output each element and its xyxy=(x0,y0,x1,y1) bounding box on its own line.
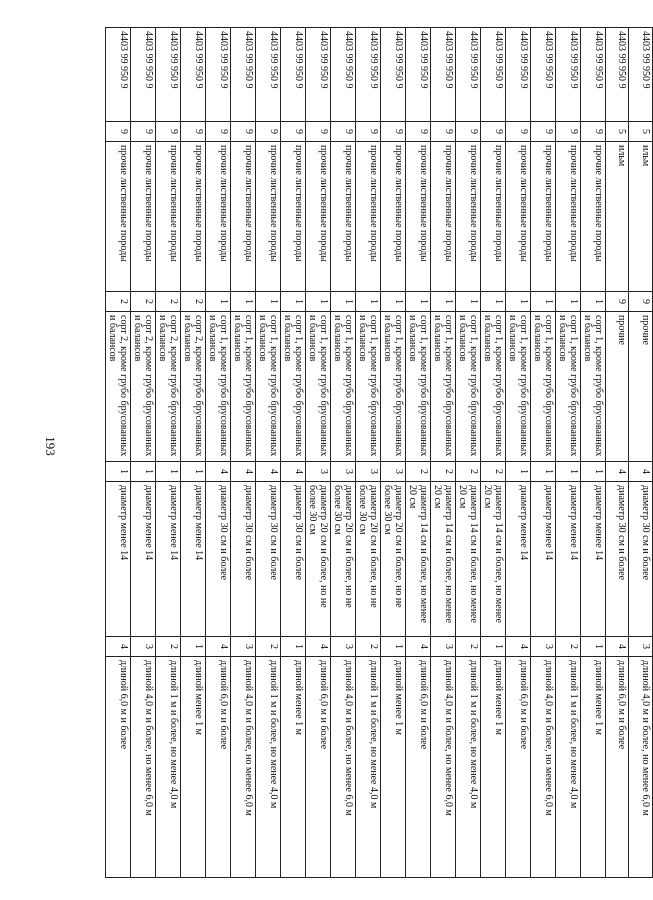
subcode-1-cell: 9 xyxy=(405,122,430,142)
subcode-2-cell: 1 xyxy=(205,292,230,312)
subcode-3-cell: 3 xyxy=(330,462,355,482)
subcode-4-cell: 1 xyxy=(280,637,305,657)
grade-cell: прочие xyxy=(629,312,653,462)
diameter-cell: диаметр менее 14 xyxy=(580,482,605,637)
subcode-1-cell: 9 xyxy=(280,122,305,142)
subcode-2-cell: 9 xyxy=(605,292,629,312)
grade-cell: сорт 1, кроме грубо брусованных и балансов xyxy=(555,312,580,462)
code-cell: 4403 99 950 9 xyxy=(380,28,405,122)
table-row xyxy=(530,28,555,878)
table-row xyxy=(280,28,305,878)
grade-cell: сорт 1, кроме грубо брусованных и балансов xyxy=(305,312,330,462)
table-row xyxy=(505,28,530,878)
species-cell: прочие лиственные породы xyxy=(305,142,330,292)
table-row xyxy=(230,28,255,878)
table-row xyxy=(155,28,180,878)
subcode-1-cell: 9 xyxy=(530,122,555,142)
subcode-1-cell: 9 xyxy=(155,122,180,142)
diameter-cell: диаметр 20 см и более, но не более 30 см xyxy=(330,482,355,637)
subcode-1-cell: 9 xyxy=(330,122,355,142)
diameter-cell: диаметр 14 см и более, но менее 20 см xyxy=(430,482,455,637)
subcode-2-cell: 1 xyxy=(280,292,305,312)
subcode-4-cell: 3 xyxy=(230,637,255,657)
grade-cell: сорт 1, кроме грубо брусованных и балансов xyxy=(380,312,405,462)
subcode-3-cell: 2 xyxy=(480,462,505,482)
subcode-1-cell: 9 xyxy=(305,122,330,142)
species-cell: ильм xyxy=(629,142,653,292)
subcode-2-cell: 1 xyxy=(230,292,255,312)
length-cell: длиной 4,0 м и более, но менее 6,0 м xyxy=(629,657,653,878)
subcode-1-cell: 5 xyxy=(629,122,653,142)
subcode-1-cell: 9 xyxy=(355,122,380,142)
subcode-3-cell: 2 xyxy=(430,462,455,482)
code-cell: 4403 99 950 9 xyxy=(555,28,580,122)
table-row xyxy=(555,28,580,878)
code-cell: 4403 99 950 9 xyxy=(105,28,130,122)
subcode-2-cell: 1 xyxy=(455,292,480,312)
subcode-4-cell: 3 xyxy=(130,637,155,657)
code-cell: 4403 99 950 9 xyxy=(330,28,355,122)
subcode-3-cell: 2 xyxy=(405,462,430,482)
grade-cell: сорт 2, кроме грубо брусованных и балансов xyxy=(130,312,155,462)
length-cell: длиной 1 м и более, но менее 4,0 м xyxy=(355,657,380,878)
grade-cell: сорт 2, кроме грубо брусованных и балансов xyxy=(155,312,180,462)
subcode-1-cell: 9 xyxy=(230,122,255,142)
table-row xyxy=(405,28,430,878)
diameter-cell: диаметр менее 14 xyxy=(555,482,580,637)
species-cell: прочие лиственные породы xyxy=(530,142,555,292)
subcode-2-cell: 1 xyxy=(305,292,330,312)
code-cell: 4403 99 950 9 xyxy=(430,28,455,122)
diameter-cell: диаметр 30 см и более xyxy=(629,482,653,637)
code-cell: 4403 99 950 9 xyxy=(480,28,505,122)
length-cell: длиной 4,0 м и более, но менее 6,0 м xyxy=(130,657,155,878)
length-cell: длиной 6,0 м и более xyxy=(205,657,230,878)
diameter-cell: диаметр 14 см и более, но менее 20 см xyxy=(480,482,505,637)
subcode-1-cell: 9 xyxy=(105,122,130,142)
species-cell: прочие лиственные породы xyxy=(205,142,230,292)
length-cell: длиной 6,0 м и более xyxy=(405,657,430,878)
diameter-cell: диаметр менее 14 xyxy=(130,482,155,637)
length-cell: длиной 4,0 м и более, но менее 6,0 м xyxy=(330,657,355,878)
length-cell: длиной менее 1 м xyxy=(380,657,405,878)
grade-cell: сорт 1, кроме грубо брусованных и балансов xyxy=(405,312,430,462)
subcode-2-cell: 9 xyxy=(629,292,653,312)
subcode-3-cell: 4 xyxy=(280,462,305,482)
subcode-2-cell: 2 xyxy=(180,292,205,312)
subcode-3-cell: 4 xyxy=(255,462,280,482)
diameter-cell: диаметр 14 см и более, но менее 20 см xyxy=(455,482,480,637)
code-cell: 4403 99 950 9 xyxy=(455,28,480,122)
subcode-4-cell: 3 xyxy=(430,637,455,657)
subcode-1-cell: 9 xyxy=(180,122,205,142)
grade-cell: прочие xyxy=(605,312,629,462)
subcode-4-cell: 4 xyxy=(405,637,430,657)
subcode-4-cell: 3 xyxy=(530,637,555,657)
species-cell: прочие лиственные породы xyxy=(155,142,180,292)
diameter-cell: диаметр 20 см и более, но не более 30 см xyxy=(305,482,330,637)
subcode-3-cell: 3 xyxy=(355,462,380,482)
table-row xyxy=(430,28,455,878)
subcode-4-cell: 2 xyxy=(455,637,480,657)
species-cell: прочие лиственные породы xyxy=(180,142,205,292)
subcode-1-cell: 9 xyxy=(455,122,480,142)
subcode-1-cell: 9 xyxy=(130,122,155,142)
subcode-1-cell: 9 xyxy=(580,122,605,142)
code-cell: 4403 99 950 9 xyxy=(280,28,305,122)
species-cell: прочие лиственные породы xyxy=(505,142,530,292)
table-row xyxy=(330,28,355,878)
species-cell: прочие лиственные породы xyxy=(280,142,305,292)
classification-table xyxy=(105,27,653,878)
subcode-2-cell: 1 xyxy=(555,292,580,312)
subcode-2-cell: 1 xyxy=(580,292,605,312)
length-cell: длиной менее 1 м xyxy=(480,657,505,878)
length-cell: длиной 6,0 м и более xyxy=(505,657,530,878)
table-row xyxy=(380,28,405,878)
subcode-4-cell: 1 xyxy=(180,637,205,657)
diameter-cell: диаметр 30 см и более xyxy=(605,482,629,637)
grade-cell: сорт 1, кроме грубо брусованных и балансов xyxy=(230,312,255,462)
species-cell: прочие лиственные породы xyxy=(105,142,130,292)
subcode-1-cell: 5 xyxy=(605,122,629,142)
species-cell: прочие лиственные породы xyxy=(455,142,480,292)
grade-cell: сорт 1, кроме грубо брусованных и балансов xyxy=(430,312,455,462)
species-cell: прочие лиственные породы xyxy=(430,142,455,292)
subcode-4-cell: 4 xyxy=(305,637,330,657)
table-row xyxy=(305,28,330,878)
code-cell: 4403 99 950 9 xyxy=(255,28,280,122)
code-cell: 4403 99 950 9 xyxy=(205,28,230,122)
code-cell: 4403 99 950 9 xyxy=(629,28,653,122)
subcode-3-cell: 1 xyxy=(530,462,555,482)
grade-cell: сорт 1, кроме грубо брусованных и балансов xyxy=(505,312,530,462)
subcode-4-cell: 4 xyxy=(105,637,130,657)
code-cell: 4403 99 950 9 xyxy=(605,28,629,122)
table-row xyxy=(255,28,280,878)
subcode-1-cell: 9 xyxy=(205,122,230,142)
subcode-3-cell: 4 xyxy=(629,462,653,482)
page-number: 193 xyxy=(42,436,58,456)
diameter-cell: диаметр менее 14 xyxy=(505,482,530,637)
table-row xyxy=(455,28,480,878)
subcode-4-cell: 1 xyxy=(380,637,405,657)
subcode-4-cell: 4 xyxy=(605,637,629,657)
table-row xyxy=(605,28,629,878)
code-cell: 4403 99 950 9 xyxy=(505,28,530,122)
length-cell: длиной менее 1 м xyxy=(280,657,305,878)
diameter-cell: диаметр менее 14 xyxy=(180,482,205,637)
subcode-4-cell: 3 xyxy=(629,637,653,657)
species-cell: прочие лиственные породы xyxy=(355,142,380,292)
subcode-2-cell: 1 xyxy=(255,292,280,312)
table-row xyxy=(580,28,605,878)
subcode-4-cell: 2 xyxy=(355,637,380,657)
subcode-3-cell: 4 xyxy=(230,462,255,482)
grade-cell: сорт 1, кроме грубо брусованных и балансов xyxy=(355,312,380,462)
species-cell: прочие лиственные породы xyxy=(330,142,355,292)
diameter-cell: диаметр 14 см и более, но менее 20 см xyxy=(405,482,430,637)
code-cell: 4403 99 950 9 xyxy=(155,28,180,122)
subcode-1-cell: 9 xyxy=(480,122,505,142)
grade-cell: сорт 1, кроме грубо брусованных и балансов xyxy=(530,312,555,462)
subcode-4-cell: 2 xyxy=(555,637,580,657)
subcode-2-cell: 1 xyxy=(430,292,455,312)
subcode-3-cell: 4 xyxy=(205,462,230,482)
subcode-2-cell: 2 xyxy=(105,292,130,312)
length-cell: длиной 6,0 м и более xyxy=(605,657,629,878)
grade-cell: сорт 1, кроме грубо брусованных и балансов xyxy=(330,312,355,462)
subcode-1-cell: 9 xyxy=(380,122,405,142)
subcode-3-cell: 3 xyxy=(305,462,330,482)
code-cell: 4403 99 950 9 xyxy=(130,28,155,122)
length-cell: длиной 1 м и более, но менее 4,0 м xyxy=(555,657,580,878)
subcode-3-cell: 3 xyxy=(380,462,405,482)
subcode-4-cell: 1 xyxy=(480,637,505,657)
subcode-2-cell: 2 xyxy=(130,292,155,312)
code-cell: 4403 99 950 9 xyxy=(230,28,255,122)
species-cell: прочие лиственные породы xyxy=(555,142,580,292)
diameter-cell: диаметр 30 см и более xyxy=(280,482,305,637)
length-cell: длиной 4,0 м и более, но менее 6,0 м xyxy=(230,657,255,878)
length-cell: длиной менее 1 м xyxy=(180,657,205,878)
species-cell: ильм xyxy=(605,142,629,292)
grade-cell: сорт 2, кроме грубо брусованных и балансов xyxy=(105,312,130,462)
diameter-cell: диаметр 30 см и более xyxy=(205,482,230,637)
grade-cell: сорт 1, кроме грубо брусованных и балансов xyxy=(205,312,230,462)
subcode-2-cell: 1 xyxy=(330,292,355,312)
code-cell: 4403 99 950 9 xyxy=(305,28,330,122)
species-cell: прочие лиственные породы xyxy=(130,142,155,292)
subcode-3-cell: 1 xyxy=(580,462,605,482)
table-row xyxy=(205,28,230,878)
length-cell: длиной 1 м и более, но менее 4,0 м xyxy=(455,657,480,878)
subcode-3-cell: 1 xyxy=(155,462,180,482)
length-cell: длиной 1 м и более, но менее 4,0 м xyxy=(255,657,280,878)
subcode-1-cell: 9 xyxy=(255,122,280,142)
diameter-cell: диаметр 30 см и более xyxy=(255,482,280,637)
subcode-3-cell: 1 xyxy=(505,462,530,482)
grade-cell: сорт 1, кроме грубо брусованных и балансов xyxy=(255,312,280,462)
table-container xyxy=(63,27,653,877)
species-cell: прочие лиственные породы xyxy=(580,142,605,292)
subcode-3-cell: 1 xyxy=(180,462,205,482)
code-cell: 4403 99 950 9 xyxy=(180,28,205,122)
table-row xyxy=(355,28,380,878)
code-cell: 4403 99 950 9 xyxy=(355,28,380,122)
species-cell: прочие лиственные породы xyxy=(480,142,505,292)
table-body xyxy=(105,28,652,878)
table-row xyxy=(180,28,205,878)
length-cell: длиной 6,0 м и более xyxy=(305,657,330,878)
diameter-cell: диаметр 30 см и более xyxy=(230,482,255,637)
length-cell: длиной 4,0 м и более, но менее 6,0 м xyxy=(530,657,555,878)
subcode-4-cell: 1 xyxy=(580,637,605,657)
table-row xyxy=(629,28,653,878)
subcode-3-cell: 4 xyxy=(605,462,629,482)
grade-cell: сорт 1, кроме грубо брусованных и балансов xyxy=(480,312,505,462)
table-row xyxy=(130,28,155,878)
length-cell: длиной 6,0 м и более xyxy=(105,657,130,878)
diameter-cell: диаметр 20 см и более, но не более 30 см xyxy=(380,482,405,637)
subcode-2-cell: 1 xyxy=(480,292,505,312)
subcode-4-cell: 3 xyxy=(330,637,355,657)
code-cell: 4403 99 950 9 xyxy=(405,28,430,122)
table-row xyxy=(105,28,130,878)
rotated-table-area xyxy=(63,27,653,877)
subcode-3-cell: 1 xyxy=(555,462,580,482)
grade-cell: сорт 2, кроме грубо брусованных и балансов xyxy=(180,312,205,462)
subcode-4-cell: 4 xyxy=(505,637,530,657)
length-cell: длиной менее 1 м xyxy=(580,657,605,878)
subcode-2-cell: 1 xyxy=(530,292,555,312)
species-cell: прочие лиственные породы xyxy=(405,142,430,292)
subcode-3-cell: 2 xyxy=(455,462,480,482)
species-cell: прочие лиственные породы xyxy=(230,142,255,292)
subcode-2-cell: 1 xyxy=(355,292,380,312)
subcode-4-cell: 2 xyxy=(255,637,280,657)
grade-cell: сорт 1, кроме грубо брусованных и балансов xyxy=(580,312,605,462)
length-cell: длиной 1 м и более, но менее 4,0 м xyxy=(155,657,180,878)
subcode-2-cell: 1 xyxy=(405,292,430,312)
diameter-cell: диаметр менее 14 xyxy=(530,482,555,637)
code-cell: 4403 99 950 9 xyxy=(530,28,555,122)
diameter-cell: диаметр 20 см и более, но не более 30 см xyxy=(355,482,380,637)
diameter-cell: диаметр менее 14 xyxy=(155,482,180,637)
species-cell: прочие лиственные породы xyxy=(255,142,280,292)
length-cell: длиной 4,0 м и более, но менее 6,0 м xyxy=(430,657,455,878)
subcode-2-cell: 1 xyxy=(380,292,405,312)
grade-cell: сорт 1, кроме грубо брусованных и балансов xyxy=(455,312,480,462)
diameter-cell: диаметр менее 14 xyxy=(105,482,130,637)
subcode-2-cell: 2 xyxy=(155,292,180,312)
subcode-3-cell: 1 xyxy=(105,462,130,482)
subcode-4-cell: 4 xyxy=(205,637,230,657)
table-row xyxy=(480,28,505,878)
subcode-1-cell: 9 xyxy=(430,122,455,142)
subcode-2-cell: 1 xyxy=(505,292,530,312)
grade-cell: сорт 1, кроме грубо брусованных и балансов xyxy=(280,312,305,462)
subcode-1-cell: 9 xyxy=(555,122,580,142)
code-cell: 4403 99 950 9 xyxy=(580,28,605,122)
subcode-4-cell: 2 xyxy=(155,637,180,657)
subcode-3-cell: 1 xyxy=(130,462,155,482)
subcode-1-cell: 9 xyxy=(505,122,530,142)
species-cell: прочие лиственные породы xyxy=(380,142,405,292)
